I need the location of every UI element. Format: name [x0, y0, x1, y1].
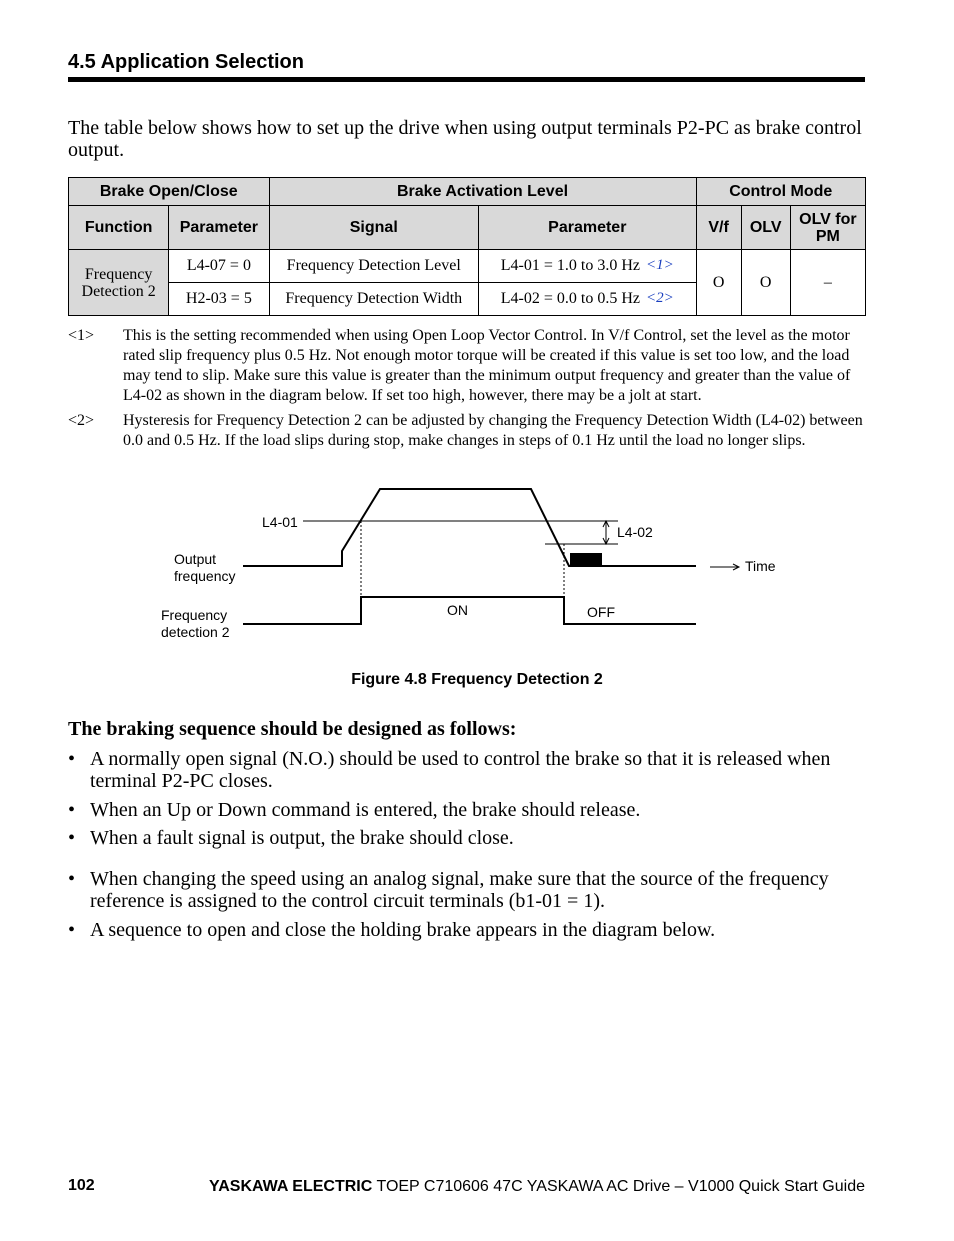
bullet-text: A sequence to open and close the holding brake appears in the diagram below.	[90, 919, 716, 941]
slip-zone-block	[570, 553, 602, 566]
table-cell-level	[479, 283, 697, 316]
l402-label: L4-02	[617, 524, 653, 540]
footnote-1	[68, 326, 868, 406]
level-value: L4-01 = 1.0 to 3.0 Hz	[500, 257, 641, 274]
section-title: 4.5 Application Selection	[68, 51, 304, 73]
function-cell: Frequency Detection 2	[69, 250, 169, 316]
brake-settings-table	[68, 177, 866, 316]
section-rule	[68, 77, 865, 82]
header-control-mode: Control Mode	[696, 178, 865, 206]
olv-cell: O	[741, 250, 790, 316]
footnote-number: <1>	[68, 327, 95, 344]
bullet-dot: •	[68, 827, 76, 849]
header-olv: OLV	[741, 206, 790, 250]
intro-paragraph: The table below shows how to set up the drive when using output terminals P2-PC as brake control output.	[68, 117, 862, 161]
olv-pm-cell: –	[790, 250, 865, 316]
header-parameter: Parameter	[169, 206, 269, 250]
frequency-detection-diagram	[0, 480, 954, 660]
header-vf: V/f	[696, 206, 741, 250]
footnote-text: Hysteresis for Frequency Detection 2 can be adjusted by changing the Frequency Detection Width (L4-02) between 0.0 and 0.5 Hz. If the load slips during stop, make changes in steps of 0.1 Hz until the load no longer slips.	[123, 412, 863, 449]
bullet-dot: •	[68, 799, 76, 821]
table-cell-param: H2-03 = 5	[169, 283, 269, 316]
l401-label: L4-01	[262, 514, 298, 530]
header-signal: Signal	[269, 206, 479, 250]
on-label: ON	[447, 602, 468, 618]
fd-label: Frequency	[161, 607, 228, 623]
detection2-label: detection 2	[161, 624, 230, 640]
header-function: Function	[69, 206, 169, 250]
vf-cell: O	[696, 250, 741, 316]
time-label: Time	[745, 558, 776, 574]
level-value: L4-02 = 0.0 to 0.5 Hz	[500, 290, 641, 307]
table-cell-param: L4-07 = 0	[169, 250, 269, 283]
off-label: OFF	[587, 604, 615, 620]
bullet-text: When a fault signal is output, the brake should close.	[90, 827, 514, 849]
bullet-dot: •	[68, 868, 76, 890]
footnote-2	[68, 411, 868, 471]
output-label: Output	[174, 551, 217, 567]
footnote-text: This is the setting recommended when using Open Loop Vector Control. In V/f Control, set the level as the motor rated slip frequency plus 0.5 Hz. Not enough motor torque will be created if this value is set too low, and the load may tend to slip. Make sure this value is greater than the minimum output frequency and greater than the value of L4-02 as shown in the diagram below. If set too high, however, there may be a jolt at start.	[123, 327, 851, 404]
bullet-text: When changing the speed using an analog signal, make sure that the source of the frequency reference is assigned to the control circuit terminals (b1-01 = 1).	[90, 868, 829, 912]
footer-doc-info	[209, 1178, 865, 1196]
table-cell-level	[479, 250, 697, 283]
footnote-number: <2>	[68, 412, 95, 429]
header-level-parameter: Parameter	[479, 206, 697, 250]
braking-heading: The braking sequence should be designed as follows:	[68, 718, 517, 740]
bullet-dot: •	[68, 919, 76, 941]
frequency-label: frequency	[174, 568, 236, 584]
page-number: 102	[68, 1177, 95, 1194]
bullet-dot: •	[68, 748, 76, 770]
header-brake-open-close: Brake Open/Close	[69, 178, 270, 206]
bullet-text: A normally open signal (N.O.) should be used to control the brake so that it is released when terminal P2-PC closes.	[90, 748, 831, 792]
frequency-detection-2-waveform	[243, 597, 696, 624]
header-brake-activation-level: Brake Activation Level	[269, 178, 696, 206]
figure-caption: Figure 4.8 Frequency Detection 2	[351, 671, 603, 688]
footer-doc: TOEP C710606 47C YASKAWA AC Drive – V1000 Quick Start Guide	[372, 1178, 865, 1195]
footer-brand: YASKAWA ELECTRIC	[209, 1178, 373, 1195]
bullet-text: When an Up or Down command is entered, the brake should release.	[90, 799, 641, 821]
footnote-ref[interactable]: <2>	[646, 290, 674, 306]
header-olv-pm: OLV for PM	[790, 206, 865, 250]
table-cell-signal: Frequency Detection Level	[269, 250, 479, 283]
footnote-ref[interactable]: <1>	[646, 257, 674, 273]
table-cell-signal: Frequency Detection Width	[269, 283, 479, 316]
